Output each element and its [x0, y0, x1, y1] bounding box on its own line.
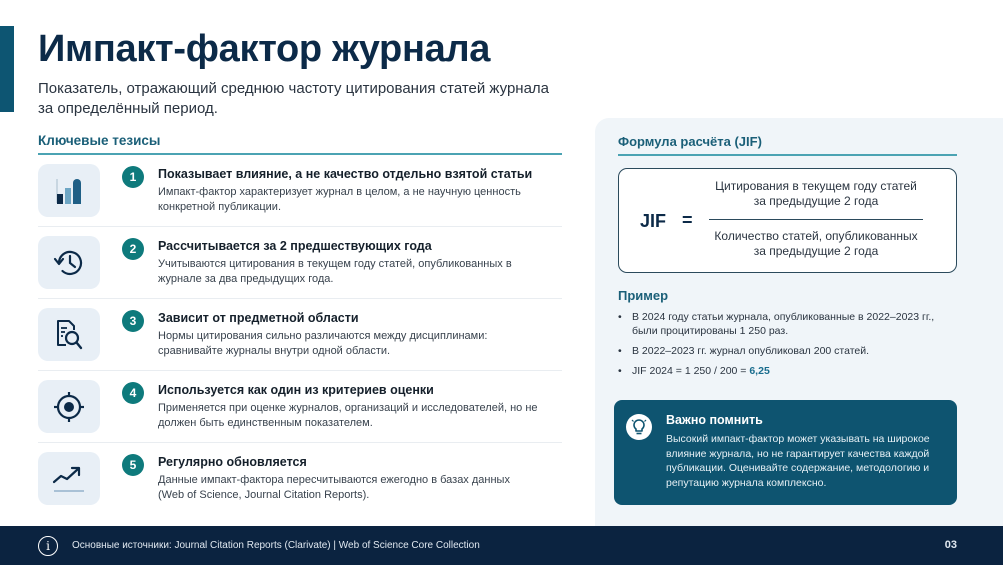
example-result-value: 6,25 [749, 365, 770, 377]
step-number-badge: 2 [122, 238, 144, 260]
formula-box [618, 168, 957, 273]
step-number-badge: 4 [122, 382, 144, 404]
example-item [618, 364, 958, 378]
thesis-item [38, 299, 562, 371]
page-title: Импакт-фактор журнала [38, 28, 491, 70]
thesis-item [38, 155, 562, 227]
example-item: • В 2022–2023 гг. журнал опубликовал 200 статей. [618, 344, 958, 358]
page-number: 03 [944, 539, 957, 551]
thesis-title: Используется как один из критериев оценки [158, 383, 434, 397]
info-icon: i [38, 536, 58, 556]
target-icon [38, 380, 100, 433]
formula-equals: = [682, 210, 693, 230]
important-note [614, 400, 957, 505]
footer [0, 526, 1003, 565]
example-list [618, 310, 958, 384]
history-clock-icon [38, 236, 100, 289]
thesis-item [38, 371, 562, 443]
thesis-description: Учитываются цитирования в текущем году статей, опубликованных в журнале за два предыдущих года. [158, 258, 512, 285]
note-title: Важно помнить [666, 413, 763, 427]
key-points-section [38, 133, 562, 515]
trend-up-icon [38, 452, 100, 505]
thesis-item [38, 227, 562, 299]
bar-chart-icon [38, 164, 100, 217]
thesis-item [38, 443, 562, 515]
formula-denominator: Количество статей, опубликованных за предыдущие 2 года [714, 229, 918, 258]
thesis-title: Зависит от предметной области [158, 311, 359, 325]
formula-heading: Формула расчёта (JIF) [618, 134, 957, 156]
example-heading: Пример [618, 288, 669, 303]
key-points-heading: Ключевые тезисы [38, 133, 562, 155]
note-text: Высокий импакт-фактор может указывать на широкое влияние журнала, но не гарантирует качества каждой публикации. Оценивайте содержание, методологию и репутацию журнала комплексно. [666, 433, 930, 489]
document-search-icon [38, 308, 100, 361]
thesis-description: Нормы цитирования сильно различаются между дисциплинами: сравнивайте журналы внутри одной области. [158, 330, 488, 357]
lightbulb-icon [626, 414, 652, 440]
fraction-line [709, 219, 923, 220]
formula-panel [595, 118, 1003, 526]
thesis-description: Данные импакт-фактора пересчитываются ежегодно в базах данных (Web of Science, Journal Citation Reports). [158, 474, 510, 501]
page-subtitle: Показатель, отражающий среднюю частоту цитирования статей журнала за определённый период. [38, 80, 550, 117]
example-result-formula: JIF 2024 = 1 250 / 200 = [632, 365, 750, 377]
thesis-title: Рассчитывается за 2 предшествующих года [158, 239, 432, 253]
step-number-badge: 5 [122, 454, 144, 476]
footer-sources: Основные источники: Journal Citation Reports (Clarivate) | Web of Science Core Collection [72, 540, 480, 551]
thesis-title: Показывает влияние, а не качество отдельно взятой статьи [158, 167, 533, 181]
thesis-title: Регулярно обновляется [158, 455, 307, 469]
example-item: • В 2024 году статьи журнала, опубликованные в 2022–2023 гг., были процитированы 1 250 раз. [618, 310, 958, 338]
step-number-badge: 3 [122, 310, 144, 332]
formula-lhs: JIF [640, 211, 667, 231]
thesis-description: Применяется при оценке журналов, организаций и исследователей, но не должен быть единственным показателем. [158, 402, 538, 429]
formula-numerator: Цитирования в текущем году статей за предыдущие 2 года [715, 179, 917, 208]
accent-bar [0, 26, 14, 112]
thesis-description: Импакт-фактор характеризует журнал в целом, а не научную ценность конкретной публикации. [158, 186, 521, 213]
step-number-badge: 1 [122, 166, 144, 188]
formula-fraction [709, 179, 923, 259]
